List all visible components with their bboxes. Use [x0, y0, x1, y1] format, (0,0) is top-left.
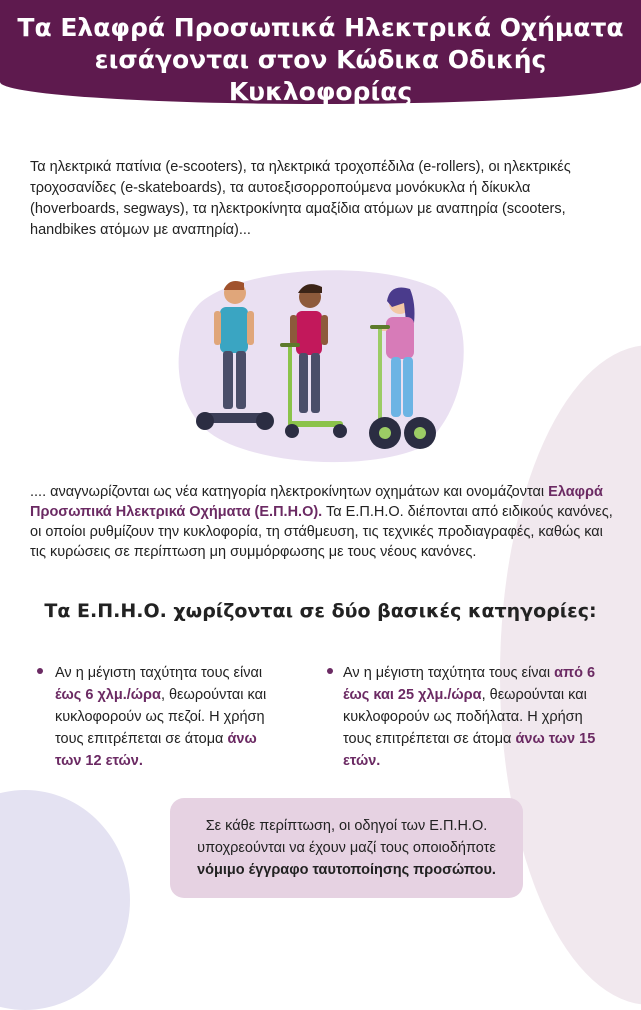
notice-text: [182, 815, 511, 881]
category-bicycle: [343, 662, 613, 772]
category-pedestrian-age: άνω των 12 ετών.: [55, 731, 257, 769]
description-highlight: Ελαφρά Προσωπικά Ηλεκτρικά Οχήματα (Ε.Π.Η.Ο).: [30, 484, 603, 520]
page-title-line-1: Τα Ελαφρά Προσωπικά Ηλεκτρικά Οχήματα: [17, 13, 624, 42]
description-text-1: .... αναγνωρίζονται ως νέα κατηγορία ηλεκτροκίνητων οχημάτων και ονομάζονται: [30, 484, 545, 500]
intro-paragraph: Τα ηλεκτρικά πατίνια (e-scooters), τα ηλεκτρικά τροχοπέδιλα (e-rollers), οι ηλεκτρικές τροχοσανίδες (e-skateboards), τα αυτοεξισορροπούμενα μονόκυκλα ή δίκυκλα (hoverboards, segways), τα ηλεκτροκίνητα αμαξίδια ατόμων με αναπηρία (scooters, handbikes ατόμων με αναπηρία)...: [30, 159, 571, 238]
description-text-2: Τα Ε.Π.Η.Ο. διέπονται από ειδικούς κανόνες, οι οποίοι ρυθμίζουν την κυκλοφορία, τη στάθμευση, τις τεχνικές προδιαγραφές, καθώς και τις κυρώσεις σε περίπτωση μη συμμόρφωσης με τους νέους κανόνες.: [30, 504, 613, 560]
page-title-line-2: εισάγονται στον Κώδικα Οδικής Κυκλοφορίας: [94, 45, 547, 106]
bullet-dot-icon: [327, 668, 333, 674]
bullet-dot-icon: [37, 668, 43, 674]
categories-heading: Τα Ε.Π.Η.Ο. χωρίζονται σε δύο βασικές κατηγορίες:: [44, 600, 597, 622]
category-bicycle-speed: από 6 έως και 25 χλμ./ώρα: [343, 665, 596, 703]
riders-illustration: [170, 263, 470, 463]
header-banner: [0, 0, 641, 104]
notice-box: [170, 798, 523, 898]
background-blob-bottom-left: [0, 790, 130, 1010]
category-pedestrian: [55, 662, 285, 772]
category-bicycle-text-2: , θεωρούνται και κυκλοφορούν ως ποδήλατα. Η χρήση τους επιτρέπεται σε άτομα: [343, 687, 587, 747]
category-bicycle-age: άνω των 15 ετών.: [343, 731, 596, 769]
category-pedestrian-text-2: , θεωρούνται και κυκλοφορούν ως πεζοί. Η χρήση τους επιτρέπεται σε άτομα: [55, 687, 267, 747]
category-pedestrian-text-1: Αν η μέγιστη ταχύτητα τους είναι: [55, 665, 263, 681]
category-pedestrian-speed: έως 6 χλμ./ώρα: [55, 687, 161, 703]
notice-text-bold: νόμιμο έγγραφο ταυτοποίησης προσώπου.: [197, 862, 496, 878]
notice-text-main: Σε κάθε περίπτωση, οι οδηγοί των Ε.Π.Η.Ο. υποχρεούνται να έχουν μαζί τους οποιοδήποτε: [197, 818, 496, 856]
description-paragraph: [30, 482, 620, 562]
category-bicycle-text-1: Αν η μέγιστη ταχύτητα τους είναι: [343, 665, 555, 681]
page-title: [0, 12, 641, 108]
